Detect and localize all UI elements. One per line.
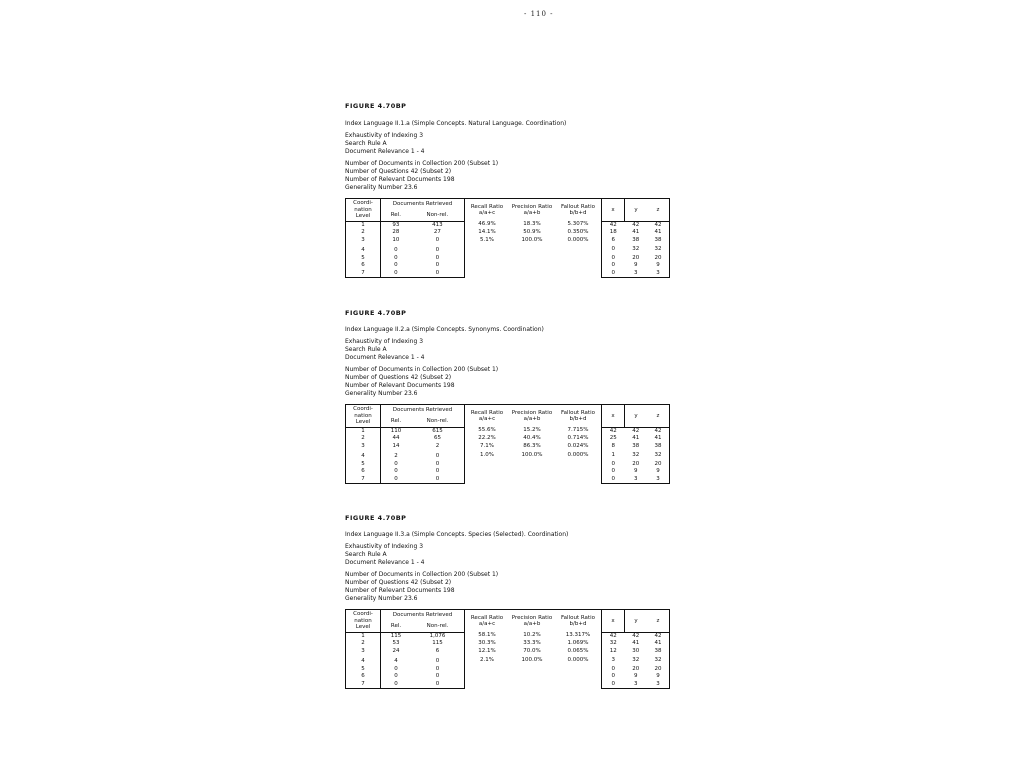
level-cell: 6 xyxy=(346,262,381,270)
precision-cell xyxy=(509,461,555,469)
z-cell: 41 xyxy=(647,640,670,648)
z-cell: 38 xyxy=(647,648,670,656)
nonrel-cell: 6 xyxy=(411,648,464,656)
table-row xyxy=(346,655,670,666)
rel-cell: 0 xyxy=(394,468,398,474)
level-cell: 4 xyxy=(346,655,381,666)
y-cell: 20 xyxy=(632,460,640,467)
z-cell: 38 xyxy=(647,237,670,245)
exhaustivity: Exhaustivity of Indexing 3 xyxy=(345,338,424,345)
header-fallout: Fallout Ratio b/b+d xyxy=(555,199,602,222)
rel-cell: 53 xyxy=(392,640,400,646)
table-row xyxy=(346,244,670,255)
search-rule: Search Rule A xyxy=(345,346,387,353)
fallout-cell: 13.317% xyxy=(565,632,591,639)
table-row xyxy=(346,666,670,674)
precision-cell xyxy=(509,270,555,278)
num-documents: Number of Documents in Collection 200 (Subset 1) xyxy=(345,571,499,578)
level-cell: 4 xyxy=(346,244,381,255)
nonrel-cell: 0 xyxy=(411,450,464,461)
fallout-cell xyxy=(555,673,602,681)
header-z: z xyxy=(647,610,670,633)
recall-cell: 58.1% xyxy=(478,632,496,639)
y-cell: 38 xyxy=(632,236,640,243)
rel-cell: 93 xyxy=(392,221,400,228)
nonrel-cell: 413 xyxy=(411,221,465,229)
page-number: - 110 - xyxy=(524,10,554,18)
y-cell: 20 xyxy=(632,665,640,672)
y-cell: 30 xyxy=(632,647,640,654)
precision-cell: 10.2% xyxy=(523,632,541,639)
nonrel-cell: 0 xyxy=(411,673,464,681)
rel-cell: 0 xyxy=(381,681,412,689)
recall-cell xyxy=(465,461,510,469)
num-questions: Number of Questions 42 (Subset 2) xyxy=(345,168,452,175)
recall-cell: 55.6% xyxy=(478,427,496,434)
recall-cell: 14.1% xyxy=(478,229,496,235)
header-fallout: Fallout Ratio b/b+d xyxy=(555,405,602,428)
x-cell: 8 xyxy=(602,443,625,451)
z-cell: 38 xyxy=(647,443,670,451)
figure-metadata xyxy=(345,326,670,398)
nonrel-cell: 0 xyxy=(411,244,465,255)
nonrel-cell: 65 xyxy=(411,435,464,443)
fallout-cell: 0.714% xyxy=(567,435,589,441)
table-row xyxy=(346,640,670,648)
figure-title: FIGURE 4.70BP xyxy=(345,102,407,110)
rel-cell: 28 xyxy=(392,229,400,235)
precision-cell: 100.0% xyxy=(521,656,543,663)
header-rel: Rel. xyxy=(381,621,412,632)
fallout-cell xyxy=(555,468,602,476)
table-row xyxy=(346,270,670,278)
table-row xyxy=(346,443,670,451)
table-row xyxy=(346,262,670,270)
index-language: Index Language II.2.a (Simple Concepts. Synonyms. Coordination) xyxy=(345,326,544,333)
level-cell: 1 xyxy=(346,427,381,435)
header-z: z xyxy=(647,405,670,428)
table-row xyxy=(346,255,670,263)
generality-number: Generality Number 23.6 xyxy=(345,595,418,602)
header-recall: Recall Ratio a/a+c xyxy=(465,405,510,428)
x-cell: 32 xyxy=(602,640,625,648)
header-precision: Precision Ratio a/a+b xyxy=(509,610,555,633)
x-cell: 0 xyxy=(602,673,625,681)
header-level: Coordi-nation Level xyxy=(346,199,381,222)
document-relevance: Document Relevance 1 - 4 xyxy=(345,354,425,361)
x-cell: 42 xyxy=(602,632,625,640)
rel-cell: 0 xyxy=(394,262,398,268)
fallout-cell: 5.307% xyxy=(567,221,589,228)
fallout-cell xyxy=(555,666,602,674)
num-relevant: Number of Relevant Documents 198 xyxy=(345,587,455,594)
rel-cell: 115 xyxy=(390,632,402,639)
recall-cell xyxy=(465,270,510,278)
level-cell: 7 xyxy=(346,681,381,689)
generality-number: Generality Number 23.6 xyxy=(345,184,418,191)
y-cell: 41 xyxy=(632,229,640,235)
header-level: Coordi-nation Level xyxy=(346,405,381,428)
precision-cell: 40.4% xyxy=(523,435,541,441)
precision-cell xyxy=(509,666,555,674)
fallout-cell xyxy=(555,244,602,255)
num-relevant: Number of Relevant Documents 198 xyxy=(345,176,455,183)
x-cell: 0 xyxy=(602,270,625,278)
results-table xyxy=(345,198,670,278)
y-cell: 32 xyxy=(632,451,640,458)
fallout-cell: 0.024% xyxy=(567,442,589,449)
z-cell: 42 xyxy=(647,427,670,435)
y-cell: 9 xyxy=(634,673,638,679)
precision-cell xyxy=(509,468,555,476)
rel-cell: 10 xyxy=(392,236,400,243)
recall-cell xyxy=(465,476,510,484)
level-cell: 2 xyxy=(346,229,381,237)
fallout-cell xyxy=(555,270,602,278)
index-language: Index Language II.1.a (Simple Concepts. Natural Language. Coordination) xyxy=(345,120,567,127)
y-cell: 3 xyxy=(625,270,648,278)
level-cell: 2 xyxy=(346,640,381,648)
rel-cell: 0 xyxy=(394,673,398,679)
level-cell: 1 xyxy=(346,632,381,640)
header-x: x xyxy=(602,405,625,428)
level-cell: 2 xyxy=(346,435,381,443)
y-cell: 3 xyxy=(625,681,648,689)
recall-cell xyxy=(465,681,510,689)
header-y: y xyxy=(625,610,648,633)
nonrel-cell: 0 xyxy=(411,237,465,245)
rel-cell: 0 xyxy=(394,665,398,672)
nonrel-cell: 0 xyxy=(411,655,464,666)
z-cell: 9 xyxy=(647,262,670,270)
results-table xyxy=(345,609,670,689)
y-cell: 3 xyxy=(625,476,648,484)
recall-cell xyxy=(465,673,510,681)
generality-number: Generality Number 23.6 xyxy=(345,390,418,397)
precision-cell xyxy=(509,673,555,681)
nonrel-cell: 1,076 xyxy=(411,632,464,640)
y-cell: 41 xyxy=(632,435,640,441)
header-precision: Precision Ratio a/a+b xyxy=(509,405,555,428)
recall-cell: 2.1% xyxy=(480,656,494,663)
x-cell: 0 xyxy=(602,461,625,469)
rel-cell: 4 xyxy=(394,658,398,664)
nonrel-cell: 0 xyxy=(411,255,465,263)
document-relevance: Document Relevance 1 - 4 xyxy=(345,148,425,155)
nonrel-cell: 0 xyxy=(411,468,464,476)
recall-cell xyxy=(465,262,510,270)
header-x: x xyxy=(602,610,625,633)
x-cell: 12 xyxy=(602,648,625,656)
header-y: y xyxy=(625,199,648,222)
table-row xyxy=(346,229,670,237)
figure-title: FIGURE 4.70BP xyxy=(345,514,407,522)
table-row xyxy=(346,468,670,476)
header-docs: Documents Retrieved xyxy=(381,199,465,210)
precision-cell: 50.9% xyxy=(523,229,541,235)
fallout-cell xyxy=(555,255,602,263)
nonrel-cell: 27 xyxy=(411,229,465,237)
table-row xyxy=(346,435,670,443)
y-cell: 32 xyxy=(632,656,640,663)
table-row xyxy=(346,450,670,461)
figure-metadata xyxy=(345,531,670,603)
fallout-cell: 0.000% xyxy=(567,656,589,663)
table-row xyxy=(346,461,670,469)
header-rel: Rel. xyxy=(381,416,412,427)
nonrel-cell: 615 xyxy=(411,427,464,435)
num-documents: Number of Documents in Collection 200 (Subset 1) xyxy=(345,160,499,167)
precision-cell: 18.3% xyxy=(523,221,541,228)
table-row xyxy=(346,632,670,640)
num-relevant: Number of Relevant Documents 198 xyxy=(345,382,455,389)
level-cell: 3 xyxy=(346,237,381,245)
z-cell: 32 xyxy=(647,244,670,255)
rel-cell: 0 xyxy=(381,270,411,278)
x-cell: 1 xyxy=(602,450,625,461)
y-cell: 32 xyxy=(632,245,640,252)
fallout-cell xyxy=(555,461,602,469)
header-x: x xyxy=(602,199,625,222)
level-cell: 3 xyxy=(346,648,381,656)
x-cell: 42 xyxy=(602,221,625,229)
z-cell: 20 xyxy=(647,255,670,263)
fallout-cell: 0.000% xyxy=(567,451,589,458)
level-cell: 3 xyxy=(346,443,381,451)
figure-metadata xyxy=(345,120,670,192)
num-questions: Number of Questions 42 (Subset 2) xyxy=(345,579,452,586)
results-table xyxy=(345,404,670,484)
num-documents: Number of Documents in Collection 200 (Subset 1) xyxy=(345,366,499,373)
level-cell: 5 xyxy=(346,255,381,263)
level-cell: 1 xyxy=(346,221,381,229)
search-rule: Search Rule A xyxy=(345,551,387,558)
z-cell: 32 xyxy=(647,655,670,666)
x-cell: 0 xyxy=(602,476,625,484)
precision-cell: 100.0% xyxy=(521,451,543,458)
figure-block-3 xyxy=(345,514,670,689)
nonrel-cell: 0 xyxy=(411,262,465,270)
document-relevance: Document Relevance 1 - 4 xyxy=(345,559,425,566)
rel-cell: 24 xyxy=(392,647,400,654)
recall-cell: 12.1% xyxy=(478,647,496,654)
table-row xyxy=(346,648,670,656)
rel-cell: 44 xyxy=(392,435,400,441)
table-row xyxy=(346,681,670,689)
level-cell: 7 xyxy=(346,476,381,484)
y-cell: 42 xyxy=(632,427,640,434)
x-cell: 42 xyxy=(602,427,625,435)
header-precision: Precision Ratio a/a+b xyxy=(509,199,555,222)
z-cell: 9 xyxy=(647,468,670,476)
num-questions: Number of Questions 42 (Subset 2) xyxy=(345,374,452,381)
nonrel-cell: 0 xyxy=(411,476,464,484)
recall-cell xyxy=(465,666,510,674)
x-cell: 0 xyxy=(602,244,625,255)
z-cell: 9 xyxy=(647,673,670,681)
rel-cell: 2 xyxy=(394,453,398,459)
nonrel-cell: 0 xyxy=(411,461,464,469)
level-cell: 6 xyxy=(346,468,381,476)
y-cell: 9 xyxy=(634,468,638,474)
x-cell: 3 xyxy=(602,655,625,666)
nonrel-cell: 2 xyxy=(411,443,464,451)
x-cell: 0 xyxy=(602,468,625,476)
rel-cell: 14 xyxy=(392,442,400,449)
nonrel-cell: 0 xyxy=(411,270,465,278)
header-level: Coordi-nation Level xyxy=(346,610,381,633)
precision-cell: 86.3% xyxy=(523,442,541,449)
header-recall: Recall Ratio a/a+c xyxy=(465,610,510,633)
exhaustivity: Exhaustivity of Indexing 3 xyxy=(345,543,424,550)
nonrel-cell: 0 xyxy=(411,666,464,674)
z-cell: 41 xyxy=(647,229,670,237)
x-cell: 6 xyxy=(602,237,625,245)
y-cell: 20 xyxy=(632,254,640,261)
y-cell: 38 xyxy=(632,442,640,449)
precision-cell: 15.2% xyxy=(523,427,541,434)
header-nonrel: Non-rel. xyxy=(411,210,465,221)
level-cell: 7 xyxy=(346,270,381,278)
header-recall: Recall Ratio a/a+c xyxy=(465,199,510,222)
header-nonrel: Non-rel. xyxy=(411,416,464,427)
fallout-cell xyxy=(555,476,602,484)
recall-cell: 1.0% xyxy=(480,451,494,458)
z-cell: 42 xyxy=(647,632,670,640)
z-cell: 3 xyxy=(647,270,670,278)
x-cell: 0 xyxy=(602,666,625,674)
fallout-cell: 0.350% xyxy=(567,229,589,235)
x-cell: 25 xyxy=(602,435,625,443)
header-docs: Documents Retrieved xyxy=(381,610,465,621)
rel-cell: 0 xyxy=(394,254,398,261)
recall-cell: 22.2% xyxy=(478,435,496,441)
x-cell: 0 xyxy=(602,262,625,270)
precision-cell: 100.0% xyxy=(521,236,543,243)
precision-cell: 70.0% xyxy=(523,647,541,654)
table-row xyxy=(346,427,670,435)
fallout-cell: 1.069% xyxy=(567,640,589,646)
level-cell: 5 xyxy=(346,461,381,469)
x-cell: 0 xyxy=(602,255,625,263)
index-language: Index Language II.3.a (Simple Concepts. Species (Selected). Coordination) xyxy=(345,531,569,538)
exhaustivity: Exhaustivity of Indexing 3 xyxy=(345,132,424,139)
y-cell: 41 xyxy=(632,640,640,646)
recall-cell: 30.3% xyxy=(478,640,496,646)
z-cell: 3 xyxy=(647,681,670,689)
table-row xyxy=(346,476,670,484)
fallout-cell: 0.065% xyxy=(567,647,589,654)
rel-cell: 110 xyxy=(390,427,402,434)
fallout-cell: 7.715% xyxy=(567,427,589,434)
nonrel-cell: 0 xyxy=(411,681,464,689)
header-nonrel: Non-rel. xyxy=(411,621,464,632)
fallout-cell: 0.000% xyxy=(567,236,589,243)
precision-cell xyxy=(509,476,555,484)
recall-cell xyxy=(465,244,510,255)
level-cell: 4 xyxy=(346,450,381,461)
z-cell: 20 xyxy=(647,666,670,674)
precision-cell: 33.3% xyxy=(523,640,541,646)
z-cell: 20 xyxy=(647,461,670,469)
recall-cell: 46.9% xyxy=(478,221,496,228)
rel-cell: 0 xyxy=(381,476,412,484)
rel-cell: 0 xyxy=(394,460,398,467)
header-rel: Rel. xyxy=(381,210,411,221)
header-docs: Documents Retrieved xyxy=(381,405,465,416)
x-cell: 0 xyxy=(602,681,625,689)
level-cell: 5 xyxy=(346,666,381,674)
z-cell: 3 xyxy=(647,476,670,484)
level-cell: 6 xyxy=(346,673,381,681)
table-row xyxy=(346,673,670,681)
table-row xyxy=(346,237,670,245)
precision-cell xyxy=(509,262,555,270)
nonrel-cell: 115 xyxy=(411,640,464,648)
fallout-cell xyxy=(555,262,602,270)
recall-cell xyxy=(465,468,510,476)
fallout-cell xyxy=(555,681,602,689)
header-fallout: Fallout Ratio b/b+d xyxy=(555,610,602,633)
figure-block-1 xyxy=(345,102,670,278)
recall-cell: 7.1% xyxy=(480,442,494,449)
recall-cell xyxy=(465,255,510,263)
header-y: y xyxy=(625,405,648,428)
figure-block-2 xyxy=(345,309,670,484)
precision-cell xyxy=(509,255,555,263)
y-cell: 42 xyxy=(632,221,640,228)
precision-cell xyxy=(509,681,555,689)
header-z: z xyxy=(647,199,670,222)
y-cell: 9 xyxy=(634,262,638,268)
x-cell: 18 xyxy=(602,229,625,237)
z-cell: 32 xyxy=(647,450,670,461)
precision-cell xyxy=(509,244,555,255)
z-cell: 42 xyxy=(647,221,670,229)
search-rule: Search Rule A xyxy=(345,140,387,147)
y-cell: 42 xyxy=(632,632,640,639)
figure-title: FIGURE 4.70BP xyxy=(345,309,407,317)
table-row xyxy=(346,221,670,229)
z-cell: 41 xyxy=(647,435,670,443)
recall-cell: 5.1% xyxy=(480,236,494,243)
rel-cell: 0 xyxy=(394,247,398,253)
